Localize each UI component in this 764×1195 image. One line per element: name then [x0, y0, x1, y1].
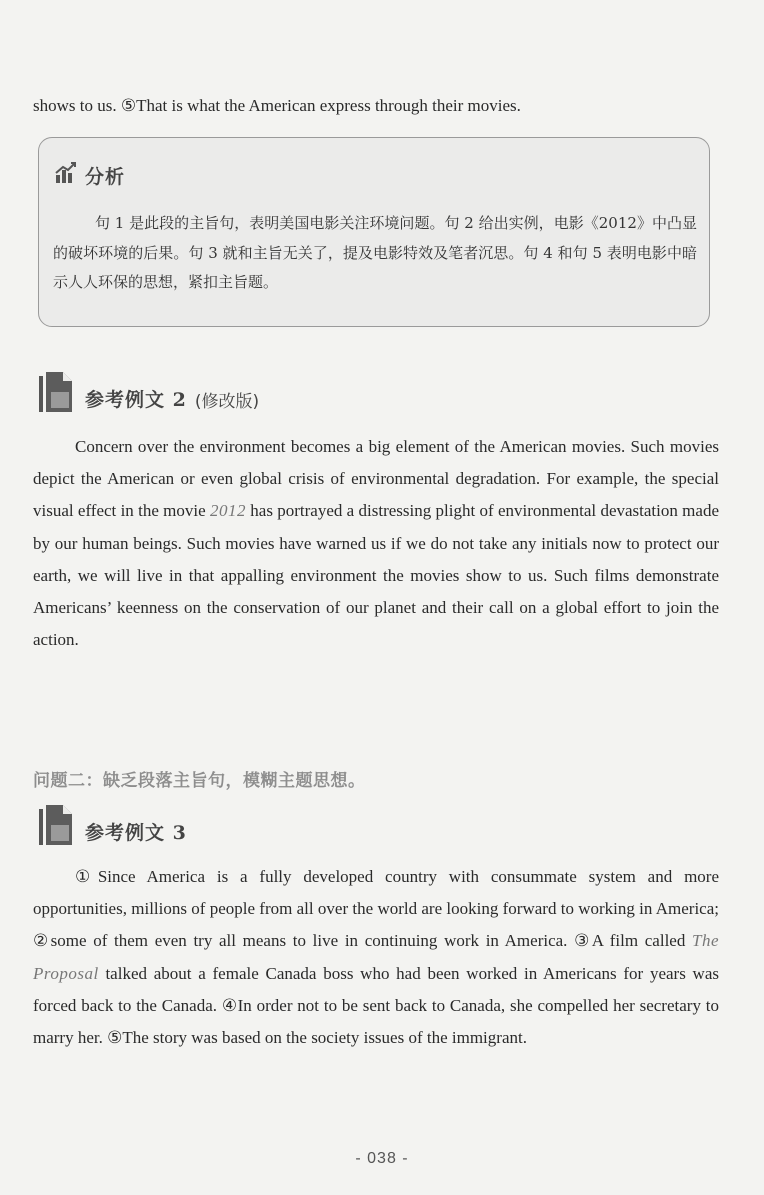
example2-text-b: has portrayed a distressing plight of environmental devastation made by our human beings. Such movies have warned us if we do not take any initials now to protect our earth, we will live in that appalling environment the movies show to us. Such films demonstrate Americans’ keenness on the conservation of our planet and their call on a global effort to join the action.	[33, 501, 719, 650]
example2-text-a: Concern over the environment becomes a big element of the American movies. Such movies depict the American or even global crisis of environmental degradation. For example, the special visual effect in the movie	[33, 437, 719, 521]
example3-text-b: talked about a female Canada boss who had been worked in Americans for years was forced back to the Canada. ④In order not to be sent back to Canada, she compelled her secretary to marry her. ⑤The story was based on the society issues of the immigrant.	[33, 963, 719, 1048]
example3-title: 参考例文 3	[85, 822, 187, 844]
example2-paragraph	[33, 431, 719, 656]
bar-chart-icon	[55, 162, 77, 189]
top-text-line: shows to us. ⑤That is what the American express through their movies.	[33, 96, 521, 115]
problem-heading: 问题二：缺乏段落主旨句，模糊主题思想。	[33, 771, 366, 791]
example3-header	[39, 805, 187, 850]
example3-paragraph	[33, 861, 719, 1054]
example2-movie-title: 2012	[209, 501, 246, 521]
document-icon	[39, 805, 73, 850]
example2-title: 参考例文 2	[85, 389, 187, 411]
analysis-box	[38, 137, 710, 327]
analysis-title: 分析	[85, 166, 126, 188]
page-number: - 038 -	[355, 1150, 409, 1167]
document-icon	[39, 372, 73, 417]
analysis-text: 句 1 是此段的主旨句，表明美国电影关注环境问题。句 2 给出实例，电影《2012》中凸显的破坏环境的后果。句 3 就和主旨无关了，提及电影特效及笔者沉思。句 4 和句 5 表明电影中暗示人人环保的思想，紧扣主旨题。	[53, 214, 697, 291]
example2-header	[39, 372, 259, 417]
example3-movie-title: The Proposal	[33, 931, 719, 983]
analysis-header	[55, 162, 125, 189]
example2-note: (修改版)	[194, 392, 260, 412]
example3-text-a: ①Since America is a fully developed country with consummate system and more opportunities, millions of people from all over the world are looking forward to working in America; ②some of them even try all means to live in continuing work in America. ③A film called	[33, 867, 719, 951]
